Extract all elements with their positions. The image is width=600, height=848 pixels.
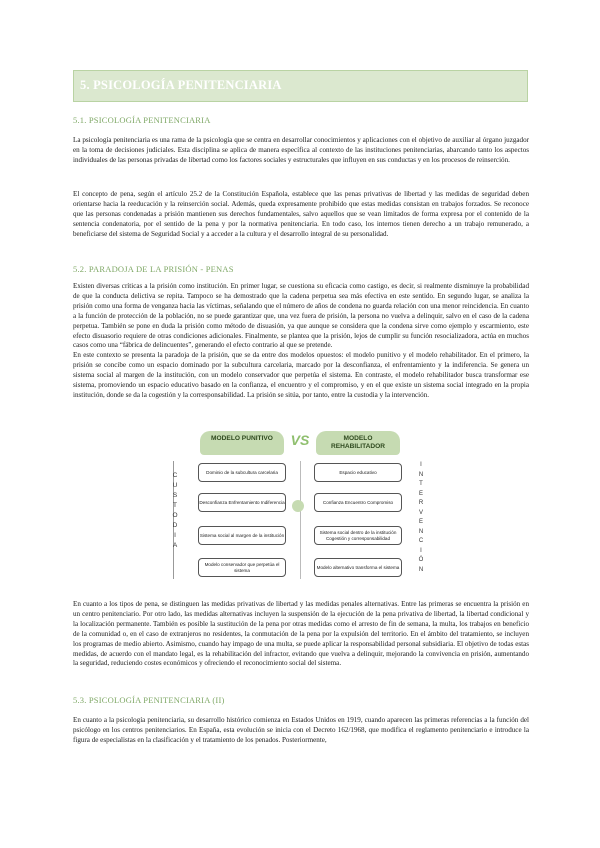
intervention-letter: E [418, 490, 423, 497]
punitive-item: Dominio de la subcultura carcelaria [198, 463, 286, 482]
intervention-letter: Ó [418, 557, 424, 563]
rehabilitative-item: Confianza Encuentro Compromiso [314, 493, 402, 512]
heading-5-1: 5.1. PSICOLOGÍA PENITENCIARIA [73, 115, 211, 125]
punitive-item: Desconfianza Enfrentamiento Indiferencia [198, 493, 286, 512]
intervention-letter: I [420, 547, 422, 554]
intervention-letter: T [419, 481, 423, 487]
heading-5-3: 5.3. PSICOLOGÍA PENITENCIARIA (II) [73, 695, 225, 705]
intervention-letter: V [418, 509, 423, 516]
intervention-letter: E [418, 519, 423, 525]
paragraph-penalty-types: En cuanto a los tipos de pena, se distinguen las medidas privativas de libertad y las medidas penales alternativas. Entre las primeras se encuentra la prisión en un centro penitenciario. Por otro lado, las medidas alternativas incluyen la suspensión de la ejecución de la pena privativa de libertad, la libertad condicional y la localización permanente. También es posible la sustitución de la pena por otras medidas como el arresto de fin de semana, la multa, los trabajos en beneficio de la comunidad o, en el caso de extranjeros no residentes, la conmutación de la pena por la expulsión del territorio. En el ámbito del tratamiento, se incluyen los programas de medio abierto. Asimismo, cuando hay impago de una multa, se puede aplicar la responsabilidad personal subsidiaria. El objetivo de todas estas medidas, de acuerdo con el mandato legal, es la rehabilitación del infractor, evitando que vuelva a delinquir, mejorando la convivencia en prisión, aumentando la seguridad, reduciendo costes económicos y ofreciendo el reconocimiento social del sistema. [73, 600, 529, 668]
custody-letter: I [174, 532, 176, 539]
rehabilitative-item: Modelo alternativo transforma el sistema [314, 558, 402, 577]
rehabilitative-column [314, 461, 404, 579]
custody-letter: T [173, 502, 177, 509]
versus-label: VS [290, 432, 310, 448]
custody-letter: A [172, 542, 178, 549]
section-banner [73, 70, 528, 102]
divider-line [300, 461, 301, 579]
custody-letter: U [172, 482, 178, 489]
custody-letter: C [172, 472, 178, 479]
intervention-letter: I [420, 462, 422, 468]
paragraph-5-1-b: El concepto de pena, según el artículo 25.2 de la Constitución Española, establece que las penas privativas de libertad y las medidas de seguridad deben orientarse hacia la reeducación y la reinserción social. Además, queda expresamente prohibido que estas medidas consistan en trabajos forzados. Se reconoce que las personas condenadas a prisión mantienen sus derechos fundamentales, salvo aquellos que se vean limitados de forma expresa por el contenido de la sentencia condenatoria, por el sentido de la pena y por la normativa penitenciaria. En todo caso, los internos tienen derecho a un trabajo remunerado, a beneficiarse del sistema de Seguridad Social y a acceder a la cultura y el desarrollo integral de su personalidad. [73, 190, 529, 238]
punitive-item: Modelo conservador que perpetúa el sistema [198, 558, 286, 577]
intervention-letter: N [418, 471, 424, 478]
paragraph-5-2-a: Existen diversas críticas a la prisión como institución. En primer lugar, se cuestiona su eficacia como castigo, es decir, si realmente disminuye la probabilidad de que la conducta delictiva se repita. Tampoco se ha demostrado que la cadena perpetua sea más efectiva en este sentido. En segundo lugar, se analiza la prisión como una forma de venganza hacia las víctimas, señalando que el número de años de condena no guarda relación con una menor reincidencia. En cuanto a la función de protección de la población, no se puede garantizar que, una vez fuera de prisión, la persona no vuelva a delinquir, salvo en el caso de la cadena perpetua. También se pone en duda la prisión como método de disuasión, ya que aunque se considera que la condena sirve como ejemplo y escarmiento, este efecto disuasorio requiere de otras condiciones adicionales. Finalmente, se plantea que la prisión, lejos de cumplir su función resocializadora, actúa en muchos casos como una “fábrica de delincuentes”, generando el efecto contrario al que se pretende. [73, 282, 529, 350]
paragraph-5-1-a: La psicología penitenciaria es una rama de la psicología que se centra en desarrollar conocimientos y aplicaciones con el objetivo de auxiliar al órgano juzgador en la toma de decisiones judiciales. Esta disciplina se aplica de manera específica al contexto de las instituciones penitenciarias, abarcando tanto los aspectos individuales de las personas privadas de libertad como los factores sociales y estructurales que influyen en sus conductas y en los procesos de reinserción. [73, 136, 529, 164]
paragraph-5-2-b: En este contexto se presenta la paradoja de la prisión, que se da entre dos modelos opuestos: el modelo punitivo y el modelo rehabilitador. En el primero, la prisión se concibe como un espacio dominado por la subcultura carcelaria, marcado por la desconfianza, el enfrentamiento y la indiferencia. Se genera un sistema social al margen de la institución, con un modelo conservador que perpetúa el sistema. En contraste, el modelo rehabilitador busca transformar ese sistema, promoviendo un espacio educativo basado en la confianza, el encuentro y el compromiso, y en el que existe un sistema social integrado en la propia institución, donde se da la cogestión y la corresponsabilidad. La prisión se sitúa, por tanto, entre la custodia y la intervención. [73, 351, 529, 399]
punitive-column [198, 461, 288, 579]
intervention-letter: C [418, 538, 424, 544]
intervention-letter: N [418, 528, 424, 535]
intervention-label [416, 461, 426, 575]
punitive-model-header: MODELO PUNITIVO [200, 431, 284, 455]
intervention-letter: N [418, 566, 424, 573]
custody-letter: O [172, 512, 178, 519]
rehabilitative-model-header: MODELO REHABILITADOR [316, 431, 400, 455]
intervention-letter: R [418, 500, 424, 506]
heading-5-2: 5.2. PARADOJA DE LA PRISIÓN - PENAS [73, 264, 234, 274]
banner-title: 5. PSICOLOGÍA PENITENCIARIA [80, 78, 282, 92]
rehabilitative-item: Sistema social dentro de la institución Cogestión y corresponsabilidad [314, 526, 402, 545]
balance-icon [292, 500, 304, 512]
punitive-item: Sistema social al margen de la institución [198, 526, 286, 545]
custody-letter: S [172, 492, 178, 499]
custody-label [170, 471, 180, 551]
rehabilitative-item: Espacio educativo [314, 463, 402, 482]
paragraph-5-3-a: En cuanto a la psicología penitenciaria, su desarrollo histórico comienza en Estados Unidos en 1919, cuando aparecen las primeras referencias a la función del psicólogo en los centros penitenciarios. En España, esta evolución se inicia con el Decreto 162/1968, que modifica el reglamento penitenciario e introduce la figura de especialistas en la clasificación y el tratamiento de los penados. Posteriormente, [73, 716, 529, 744]
paradox-diagram [170, 431, 432, 583]
custody-letter: D [172, 522, 178, 529]
